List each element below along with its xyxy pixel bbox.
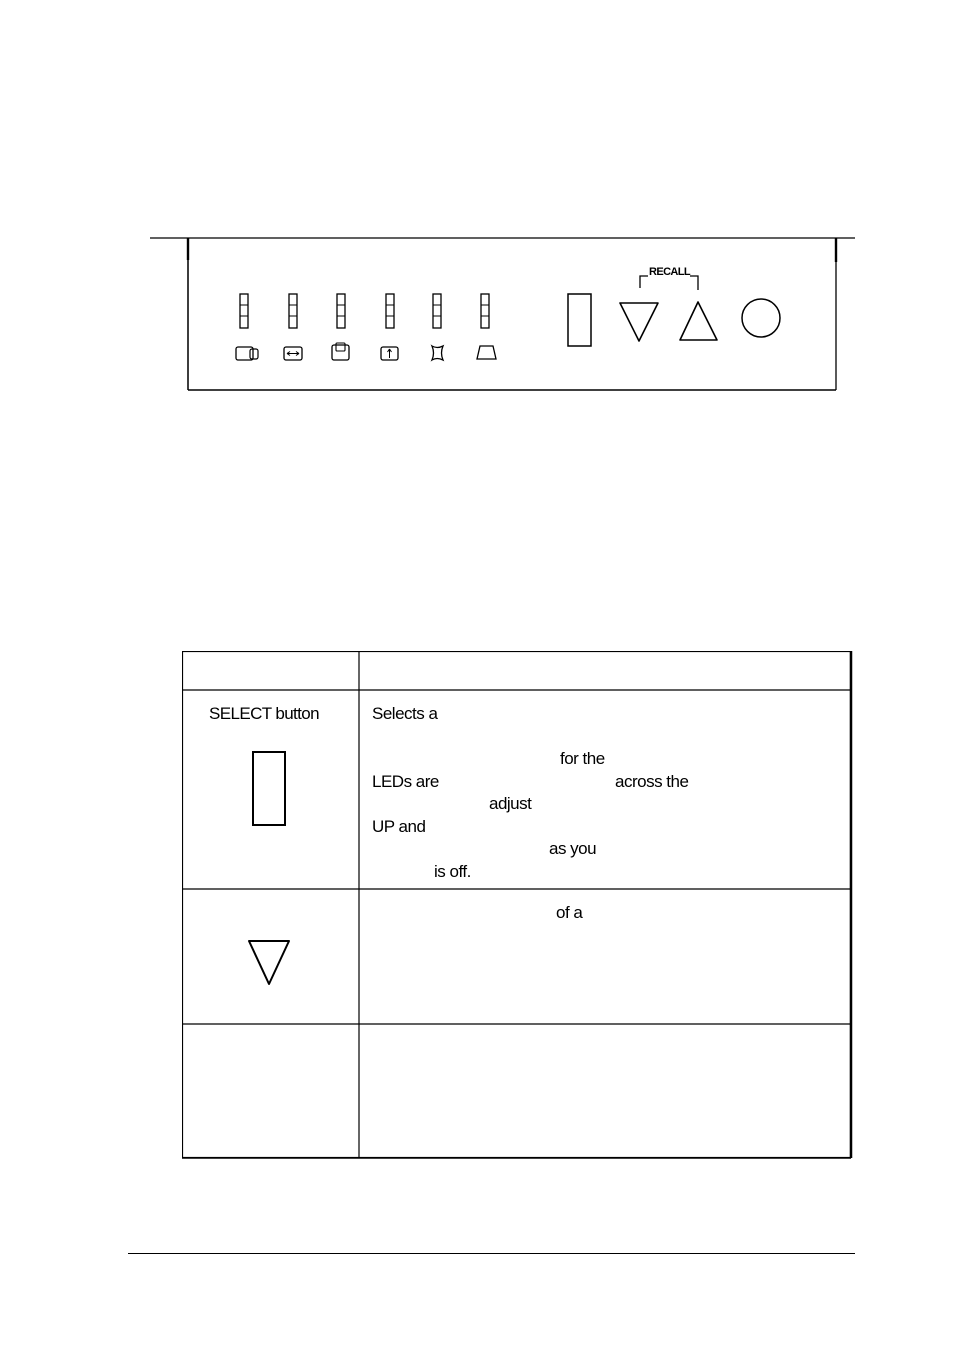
description-text: is off. [434, 862, 471, 881]
size-adjust-icon [236, 347, 258, 360]
up-button[interactable] [680, 302, 717, 340]
description-text: adjust [489, 794, 532, 813]
description-text: across the [615, 772, 689, 791]
recall-label: RECALL [649, 266, 691, 278]
down-triangle-icon [246, 937, 292, 989]
select-button-icon [252, 751, 286, 826]
description-text: UP and [372, 817, 426, 836]
description-text: Selects a [372, 704, 438, 723]
description-text: as you [549, 839, 597, 858]
led-indicator [386, 294, 394, 328]
down-button[interactable] [620, 303, 658, 341]
led-indicator [289, 294, 297, 328]
vertical-position-icon [332, 343, 349, 360]
led-indicator [337, 294, 345, 328]
pincushion-icon [432, 346, 443, 360]
vertical-size-icon [381, 347, 398, 360]
led-indicator [240, 294, 248, 328]
horizontal-size-icon [284, 347, 302, 360]
led-indicator [433, 294, 441, 328]
controls-table [182, 651, 853, 1160]
description-text: of a [556, 903, 583, 922]
led-indicator [481, 294, 489, 328]
control-panel-figure [150, 236, 855, 396]
footer-rule [128, 1253, 855, 1254]
select-button-label: SELECT button [209, 704, 320, 723]
recall-bracket [640, 276, 698, 290]
select-button[interactable] [568, 294, 591, 346]
description-text: LEDs are [372, 772, 439, 791]
description-text: for the [560, 749, 605, 768]
control-panel-drawing [150, 236, 855, 396]
trapezoid-icon [477, 346, 496, 359]
controls-table-grid [182, 651, 853, 1160]
power-button[interactable] [742, 299, 780, 337]
